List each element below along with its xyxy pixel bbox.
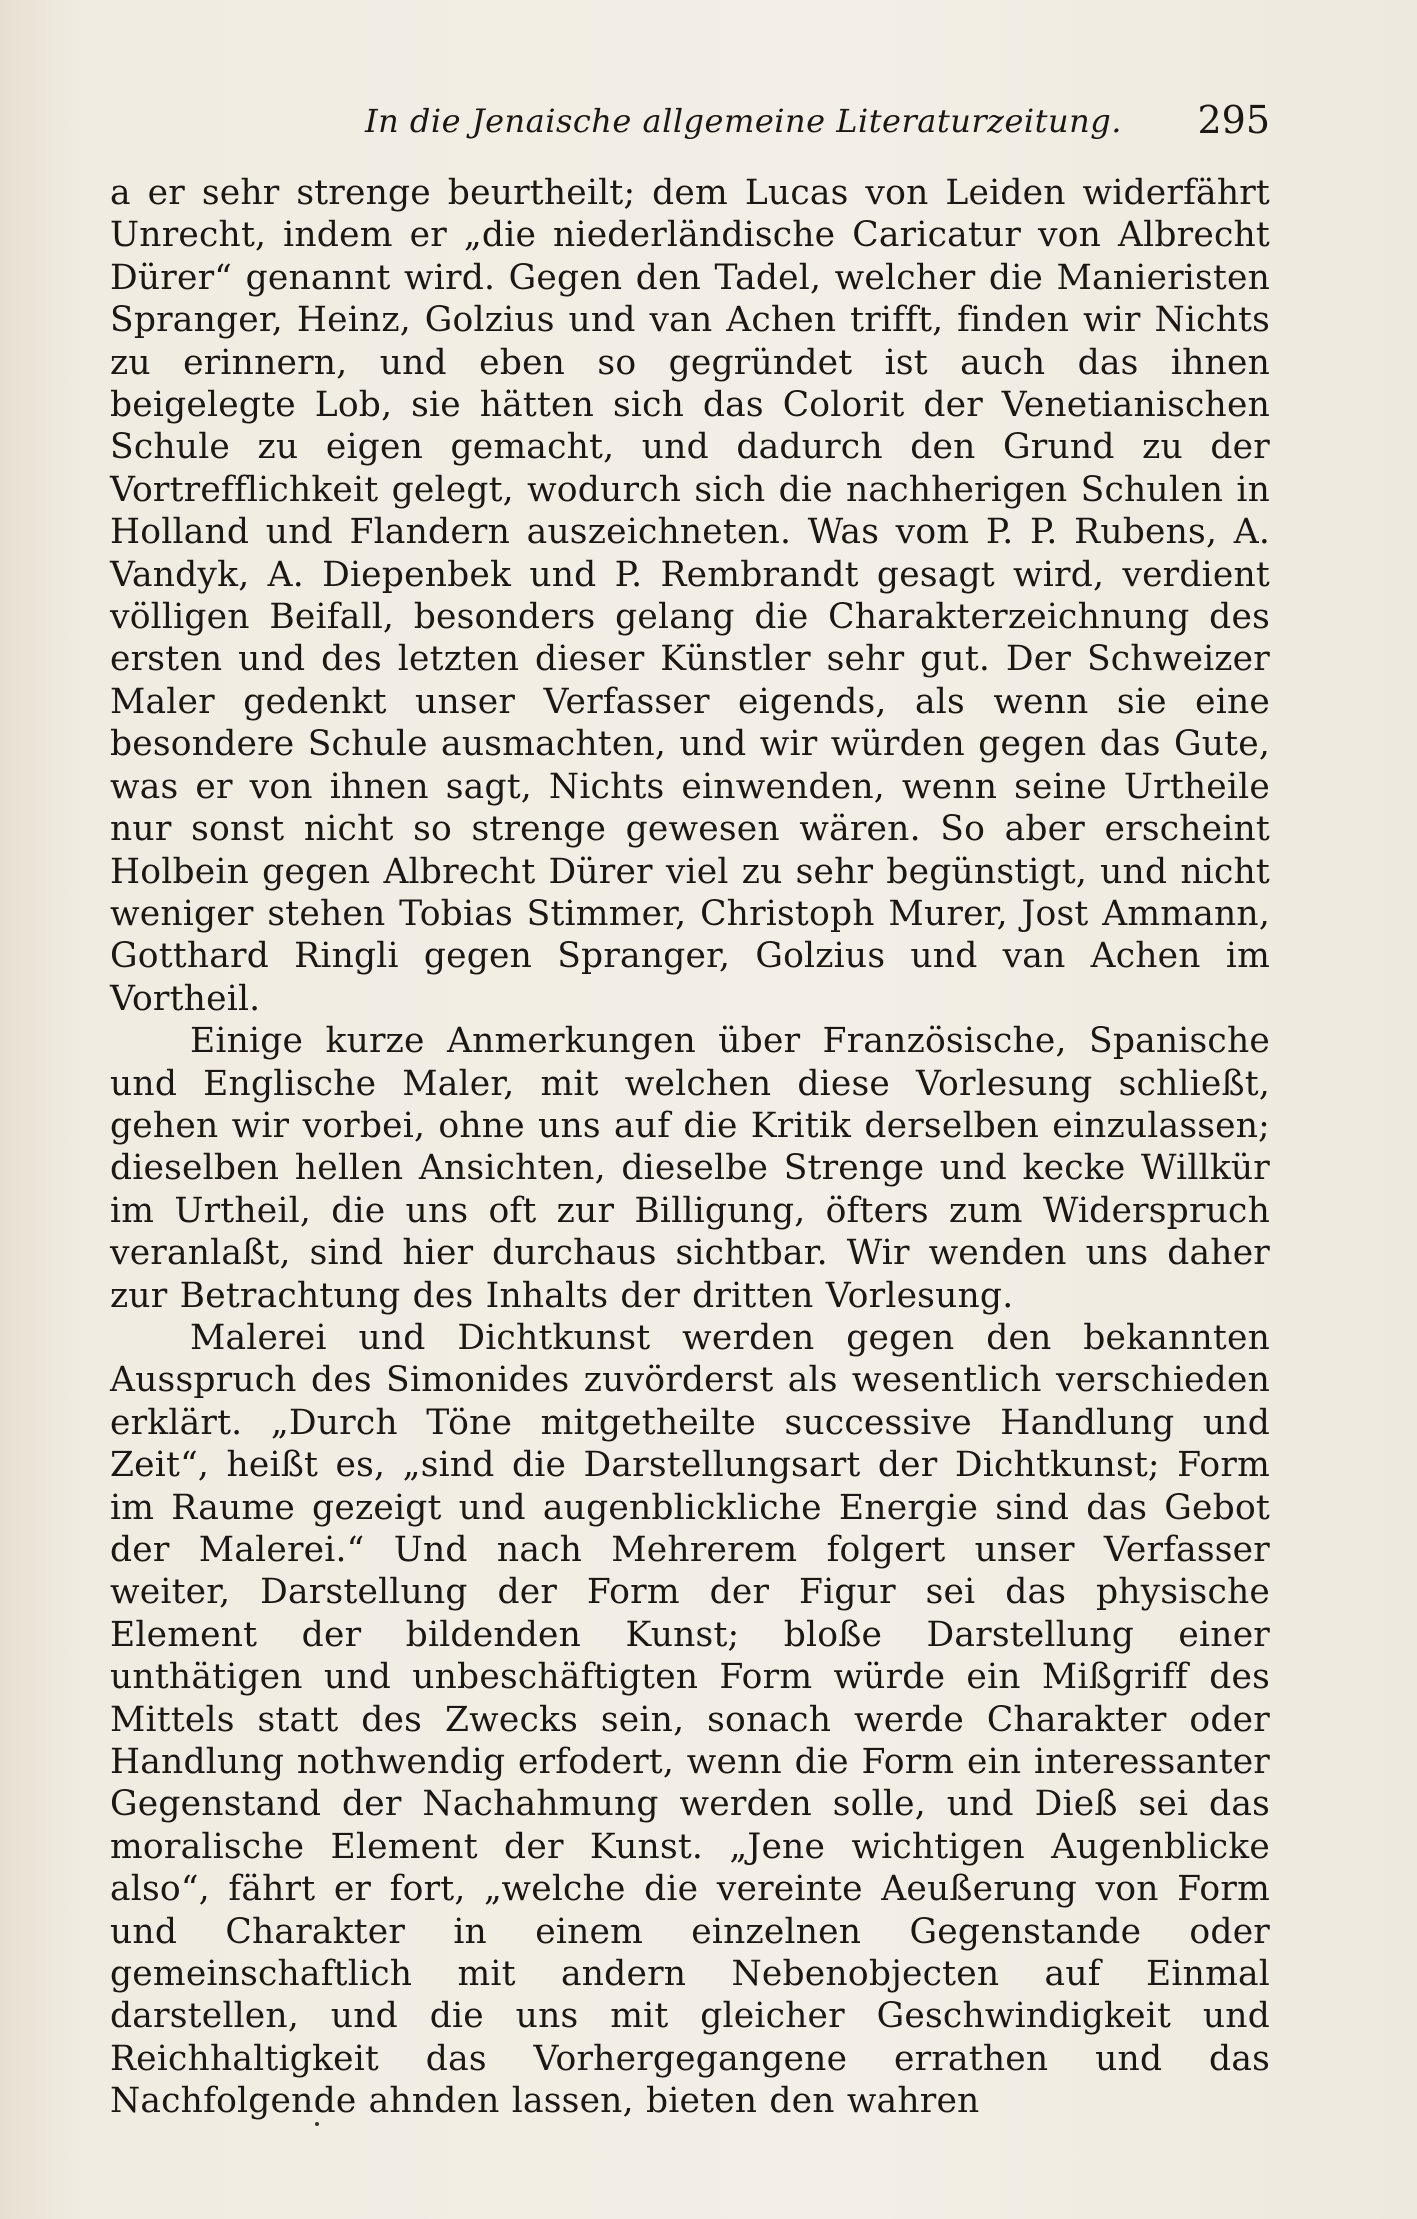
paragraph-2: Einige kurze Anmerkungen über Französische, Spanische und Englische Maler, mit welchen diese Vorlesung schließt, gehen wir vorbei, ohne uns auf die Kritik derselben einzulassen; dieselben hellen Ansichten, dieselbe Strenge und kecke Willkür im Urtheil, die uns oft zur Billigung, öfters zum Widerspruch veranlaßt, sind hier durchaus sichtbar. Wir wenden uns daher zur Betrachtung des Inhalts der dritten Vorlesung.: [110, 1021, 1270, 1316]
paragraph-1: a er sehr strenge beurtheilt; dem Lucas von Leiden widerfährt Unrecht, indem er „die niederländische Caricatur von Albrecht Dürer“ genannt wird. Gegen den Tadel, welcher die Manieristen Spranger, Heinz, Golzius und van Achen trifft, finden wir Nichts zu erinnern, und eben so gegründet ist auch das ihnen beigelegte Lob, sie hätten sich das Colorit der Venetianischen Schule zu eigen gemacht, und dadurch den Grund zu der Vortrefflichkeit gelegt, wodurch sich die nachherigen Schulen in Holland und Flandern auszeichneten. Was vom P. P. Rubens, A. Vandyk, A. Diepenbek und P. Rembrandt gesagt wird, verdient völligen Beifall, besonders gelang die Charakterzeichnung des ersten und des letzten dieser Künstler sehr gut. Der Schweizer Maler gedenkt unser Verfasser eigends, als wenn sie eine besondere Schule ausmachten, und wir würden gegen das Gute, was er von ihnen sagt, Nichts einwenden, wenn seine Urtheile nur sonst nicht so strenge gewesen wären. So aber erscheint Holbein gegen Albrecht Dürer viel zu sehr begünstigt, und nicht weniger stehen Tobias Stimmer, Christoph Murer, Jost Ammann, Gotthard Ringli gegen Spranger, Golzius und van Achen im Vortheil.: [110, 173, 1270, 1019]
ink-speck: [315, 2122, 319, 2126]
running-header: [110, 98, 1270, 152]
body-text: [110, 172, 1270, 2123]
running-header-title: In die Jenaische allgemeine Literaturzeitung.: [365, 102, 1122, 140]
page-number: 295: [1197, 98, 1270, 142]
paragraph-3: Malerei und Dichtkunst werden gegen den bekannten Ausspruch des Simonides zuvörderst als wesentlich verschieden erklärt. „Durch Töne mitgetheilte successive Handlung und Zeit“, heißt es, „sind die Darstellungsart der Dichtkunst; Form im Raume gezeigt und augenblickliche Energie sind das Gebot der Malerei.“ Und nach Mehrerem folgert unser Verfasser weiter, Darstellung der Form der Figur sei das physische Element der bildenden Kunst; bloße Darstellung einer unthätigen und unbeschäftigten Form würde ein Mißgriff des Mittels statt des Zwecks sein, sonach werde Charakter oder Handlung nothwendig erfodert, wenn die Form ein interessanter Gegenstand der Nachahmung werden solle, und Dieß sei das moralische Element der Kunst. „Jene wichtigen Augenblicke also“, fährt er fort, „welche die vereinte Aeußerung von Form und Charakter in einem einzelnen Gegenstande oder gemeinschaftlich mit andern Nebenobjecten auf Einmal darstellen, und die uns mit gleicher Geschwindigkeit und Reichhaltigkeit das Vorhergegangene errathen und das Nachfolgende ahnden lassen, bieten den wahren: [110, 1317, 1270, 2122]
